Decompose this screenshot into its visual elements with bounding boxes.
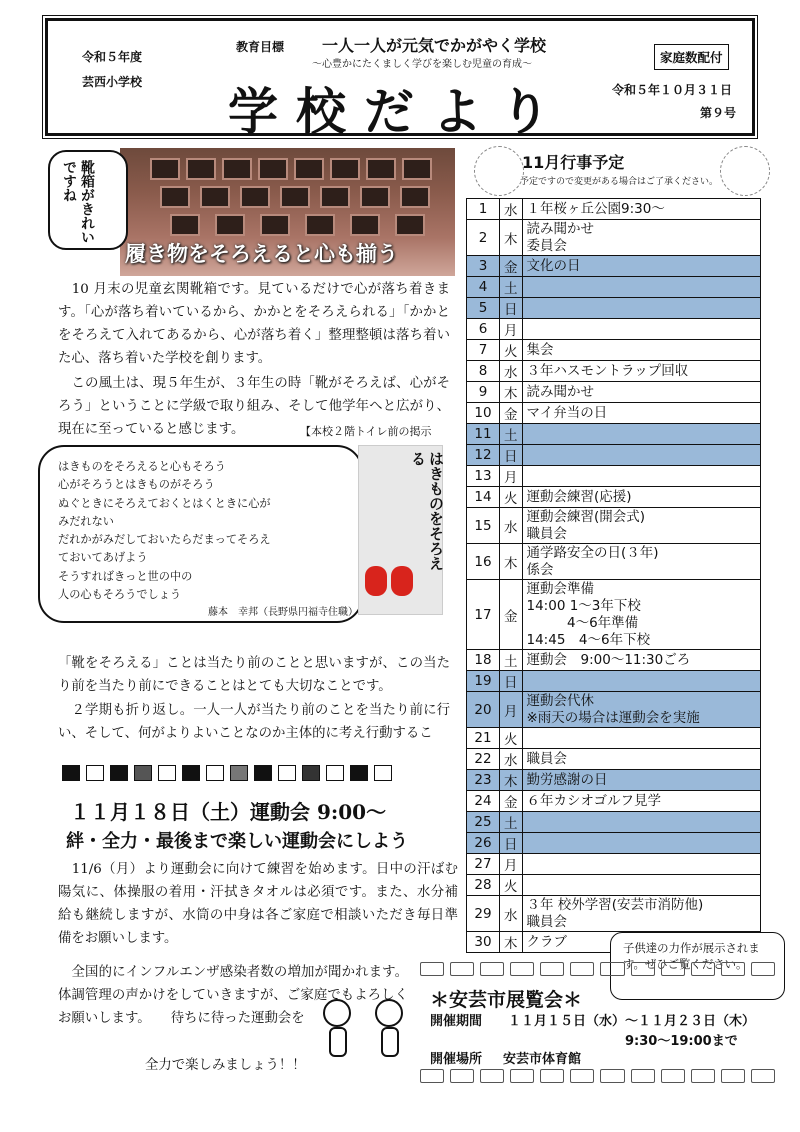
calendar-events xyxy=(522,403,760,424)
shoe-paragraph-1: 10 月末の児童玄関靴箱です。見ているだけで心が落ち着きます。「心が落ち着いているから、かかとをそろえられる」「かかとをそろえて入れてあるから、心が落ち着く」整理整頓は落ち着いた心、落ち着いた学校を創ります。 xyxy=(58,282,450,366)
calendar-events xyxy=(522,650,760,671)
bunting-flags xyxy=(62,765,442,785)
calendar-events xyxy=(522,256,760,277)
calendar-events xyxy=(522,508,760,544)
calendar-date: 1 xyxy=(467,199,500,220)
calendar-event: 委員会 xyxy=(526,237,567,254)
calendar-weekday: 月 xyxy=(500,466,523,487)
calendar-events xyxy=(522,896,760,932)
calendar-events xyxy=(522,671,760,692)
calendar-row xyxy=(467,833,761,854)
calendar-date: 4 xyxy=(467,277,500,298)
calendar-weekday: 土 xyxy=(500,650,523,671)
calendar-row xyxy=(467,298,761,319)
calendar-event: 文化の日 xyxy=(526,257,581,274)
calendar-events xyxy=(522,875,760,896)
calendar-weekday: 水 xyxy=(500,361,523,382)
poster-note: 【本校２階トイレ前の掲示 xyxy=(300,425,432,438)
calendar-row xyxy=(467,199,761,220)
calendar-date: 16 xyxy=(467,544,500,580)
calendar-events xyxy=(522,833,760,854)
calendar-date: 13 xyxy=(467,466,500,487)
calendar-events xyxy=(522,791,760,812)
calendar-date: 9 xyxy=(467,382,500,403)
calendar-weekday: 月 xyxy=(500,319,523,340)
calendar-event: 運動会練習(応援) xyxy=(526,488,632,505)
calendar-events xyxy=(522,728,760,749)
poem-line: ておいてあげよう xyxy=(58,551,148,565)
sports-paragraph-3: 全力で楽しみましょう！！ xyxy=(145,1058,306,1073)
calendar-row xyxy=(467,466,761,487)
calendar-event: 運動会準備 xyxy=(526,580,594,597)
calendar-weekday: 土 xyxy=(500,812,523,833)
calendar-event: ※雨天の場合は運動会を実施 xyxy=(526,709,700,726)
calendar-weekday: 火 xyxy=(500,340,523,361)
calendar-row xyxy=(467,544,761,580)
calendar-row xyxy=(467,487,761,508)
calendar-row xyxy=(467,875,761,896)
calendar-row xyxy=(467,361,761,382)
calendar-date: 6 xyxy=(467,319,500,340)
calendar-events xyxy=(522,770,760,791)
calendar-event: 読み聞かせ xyxy=(526,220,594,237)
calendar-event: 14:00 1～3年下校 xyxy=(526,597,641,614)
calendar-weekday: 火 xyxy=(500,875,523,896)
calendar-event: 4～6年準備 xyxy=(526,614,639,631)
exhibit-note-bubble: 子供達の力作が展示されます。ぜひご覧ください。 xyxy=(610,932,785,1000)
calendar-event: 運動会代休 xyxy=(526,692,594,709)
calendar-weekday: 火 xyxy=(500,728,523,749)
calendar-weekday: 土 xyxy=(500,277,523,298)
calendar-row xyxy=(467,403,761,424)
calendar-event: ３年ハスモントラップ回収 xyxy=(526,362,689,379)
calendar-row xyxy=(467,382,761,403)
calendar-date: 21 xyxy=(467,728,500,749)
calendar-date: 18 xyxy=(467,650,500,671)
newsletter-title: 学校だより xyxy=(228,82,568,141)
calendar-event: 職員会 xyxy=(526,525,567,542)
calendar-weekday: 月 xyxy=(500,692,523,728)
poem-author: 藤本 幸邦（長野県円福寺住職） xyxy=(208,607,358,619)
goal-label: 教育目標 xyxy=(236,40,285,54)
calendar-event: 運動会練習(開会式) xyxy=(526,508,646,525)
calendar-event: マイ弁当の日 xyxy=(526,404,608,421)
poster-image xyxy=(358,445,443,615)
calendar-date: 7 xyxy=(467,340,500,361)
education-goal: 一人一人が元気でかがやく学校 xyxy=(322,36,547,55)
calendar-date: 26 xyxy=(467,833,500,854)
calendar-date: 2 xyxy=(467,220,500,256)
calendar-date: 25 xyxy=(467,812,500,833)
calendar-event: 勤労感謝の日 xyxy=(526,771,608,788)
sports-paragraph-2: 全国的にインフルエンザ感染者数の増加が聞かれます。体調管理の声かけをしていきますが、ご家庭でもよろしくお願いします。 待ちに待った運動会を xyxy=(58,965,408,1026)
calendar-weekday: 木 xyxy=(500,544,523,580)
calendar-row xyxy=(467,728,761,749)
calendar-event: 運動会 9:00～11:30ごろ xyxy=(526,651,691,668)
calendar-date: 5 xyxy=(467,298,500,319)
exhibit-place: 安芸市体育館 xyxy=(503,1052,582,1067)
calendar-row xyxy=(467,340,761,361)
poem-line: 人の心もそろうでしょう xyxy=(58,588,182,602)
calendar-weekday: 日 xyxy=(500,445,523,466)
after-paragraph-2: ２学期も折り返し。一人一人が当たり前のことを当たり前に行い、そして、何がよりよいことなのか主体的に考え行動するこ xyxy=(58,703,450,741)
calendar-date: 29 xyxy=(467,896,500,932)
calendar-date: 19 xyxy=(467,671,500,692)
calendar-date: 8 xyxy=(467,361,500,382)
calendar-events xyxy=(522,361,760,382)
calendar-date: 11 xyxy=(467,424,500,445)
shoe-paragraph-2: この風土は、現５年生が、３年生の時「靴がそろえば、心がそろう」ということに学級で取り組み、そして他学年へと広がり、現在に至っていると感じます。 xyxy=(58,376,450,437)
calendar-date: 12 xyxy=(467,445,500,466)
poem-line: そうすればきっと世の中の xyxy=(58,569,193,583)
calendar-weekday: 火 xyxy=(500,487,523,508)
calendar-weekday: 水 xyxy=(500,508,523,544)
calendar-events xyxy=(522,445,760,466)
calendar-row xyxy=(467,277,761,298)
calendar-row xyxy=(467,671,761,692)
calendar-row xyxy=(467,692,761,728)
calendar-row xyxy=(467,319,761,340)
calendar-date: 30 xyxy=(467,932,500,953)
sports-day-title: １１月１８日（土）運動会 9:00～ xyxy=(70,800,387,824)
calendar-date: 27 xyxy=(467,854,500,875)
place-label: 開催場所 xyxy=(430,1052,483,1067)
calendar-weekday: 金 xyxy=(500,256,523,277)
calendar-events xyxy=(522,854,760,875)
calendar-row xyxy=(467,445,761,466)
calendar-row xyxy=(467,896,761,932)
calendar-row xyxy=(467,424,761,445)
calendar-event: 係会 xyxy=(526,561,554,578)
calendar-row xyxy=(467,256,761,277)
calendar-row xyxy=(467,812,761,833)
calendar-row xyxy=(467,650,761,671)
calendar-events xyxy=(522,277,760,298)
calendar-event: 職員会 xyxy=(526,750,567,767)
calendar-events xyxy=(522,319,760,340)
calendar-event: クラブ xyxy=(526,933,567,950)
calendar-weekday: 水 xyxy=(500,749,523,770)
calendar-events xyxy=(522,487,760,508)
calendar-event: 集会 xyxy=(526,341,554,358)
calendar-weekday: 金 xyxy=(500,791,523,812)
calendar-weekday: 日 xyxy=(500,833,523,854)
calendar-events xyxy=(522,749,760,770)
calendar-row xyxy=(467,791,761,812)
calendar-event: １年桜ヶ丘公園9:30～ xyxy=(526,200,665,217)
calendar-event: 通学路安全の日(３年) xyxy=(526,544,659,561)
calendar-date: 15 xyxy=(467,508,500,544)
calendar-events xyxy=(522,199,760,220)
calendar-row xyxy=(467,580,761,650)
calendar-weekday: 日 xyxy=(500,298,523,319)
calendar-events xyxy=(522,692,760,728)
calendar-weekday: 日 xyxy=(500,671,523,692)
decorative-border xyxy=(420,1069,775,1083)
calendar-events xyxy=(522,580,760,650)
calendar-date: 28 xyxy=(467,875,500,896)
poem-line: ぬぐときにそろえておくとはくときに心が xyxy=(58,496,271,510)
calendar-weekday: 水 xyxy=(500,896,523,932)
calendar-event: 職員会 xyxy=(526,913,567,930)
exhibit-hours: 9:30～19:00まで xyxy=(625,1034,738,1049)
calendar-date: 22 xyxy=(467,749,500,770)
calendar-row xyxy=(467,508,761,544)
school-name: 芸西小学校 xyxy=(82,75,143,89)
calendar-date: 20 xyxy=(467,692,500,728)
speech-text: 靴箱がきれいですね xyxy=(61,160,95,244)
calendar-row xyxy=(467,220,761,256)
after-paragraph-1: 「靴をそろえる」ことは当たり前のことと思いますが、この当たり前を当たり前にできることはとても大切なことです。 xyxy=(58,656,450,694)
calendar-row xyxy=(467,770,761,791)
calendar-weekday: 金 xyxy=(500,403,523,424)
calendar-event: 読み聞かせ xyxy=(526,383,594,400)
calendar-events xyxy=(522,424,760,445)
goal-subtitle: ～心豊かにたくましく学びを楽しむ児童の育成～ xyxy=(312,59,532,70)
calendar-title: 11月行事予定 xyxy=(522,153,625,172)
running-kids-illustration xyxy=(315,995,415,1065)
calendar-weekday: 金 xyxy=(500,580,523,650)
calendar-weekday: 木 xyxy=(500,932,523,953)
calendar-event: 14:45 4～6年下校 xyxy=(526,631,651,648)
period-label: 開催期間 xyxy=(430,1014,483,1029)
calendar-weekday: 木 xyxy=(500,220,523,256)
calendar-events xyxy=(522,220,760,256)
event-calendar xyxy=(466,198,761,953)
calendar-weekday: 木 xyxy=(500,382,523,403)
calendar-events xyxy=(522,340,760,361)
calendar-event: ６年カシオゴルフ見学 xyxy=(526,792,661,809)
sports-day-slogan: 絆・全力・最後まで楽しい運動会にしよう xyxy=(66,831,408,852)
calendar-events xyxy=(522,812,760,833)
calendar-event: ３年 校外学習(安芸市消防他) xyxy=(526,896,704,913)
poem-line: 心がそろうとはきものがそろう xyxy=(58,478,215,492)
issue-number: 第９号 xyxy=(700,106,737,120)
calendar-row xyxy=(467,749,761,770)
calendar-events xyxy=(522,298,760,319)
calendar-events xyxy=(522,382,760,403)
flower-decoration-icon xyxy=(474,146,524,196)
fiscal-year: 令和５年度 xyxy=(82,50,143,64)
calendar-date: 17 xyxy=(467,580,500,650)
flower-decoration-icon xyxy=(720,146,770,196)
poster-text: はきものをそろえる xyxy=(409,451,445,571)
calendar-subtitle: 予定ですので変更がある場合はご了承ください。 xyxy=(520,177,719,187)
sports-paragraph-1: 11/6（月）より運動会に向けて練習を始めます。日中の汗ばむ陽気に、体操服の着用・汗拭きタオルは必須です。また、水分補給も継続しますが、水筒の中身は各ご家庭で相談いただき毎日準備をお願いします。 xyxy=(58,862,458,946)
calendar-weekday: 木 xyxy=(500,770,523,791)
calendar-weekday: 月 xyxy=(500,854,523,875)
calendar-weekday: 水 xyxy=(500,199,523,220)
poem xyxy=(58,458,358,623)
photo-caption: 履き物をそろえると心も揃う xyxy=(125,241,398,266)
calendar-events xyxy=(522,544,760,580)
poem-line: みだれない xyxy=(58,514,114,528)
poem-line: だれかがみだしておいたらだまってそろえ xyxy=(58,533,271,547)
calendar-row xyxy=(467,854,761,875)
calendar-weekday: 土 xyxy=(500,424,523,445)
calendar-date: 24 xyxy=(467,791,500,812)
calendar-date: 10 xyxy=(467,403,500,424)
calendar-date: 23 xyxy=(467,770,500,791)
calendar-date: 3 xyxy=(467,256,500,277)
issue-date: 令和５年１０月３１日 xyxy=(612,83,733,97)
calendar-date: 14 xyxy=(467,487,500,508)
poem-line: はきものをそろえると心もそろう xyxy=(58,460,226,473)
exhibit-title: ＊安芸市展覧会＊ xyxy=(430,989,583,1011)
decorative-border xyxy=(420,962,775,976)
distribution-badge: 家庭数配付 xyxy=(654,44,729,70)
calendar-events xyxy=(522,466,760,487)
exhibit-period: １１月１５日（水）～１１月２３日（木） xyxy=(508,1014,756,1029)
